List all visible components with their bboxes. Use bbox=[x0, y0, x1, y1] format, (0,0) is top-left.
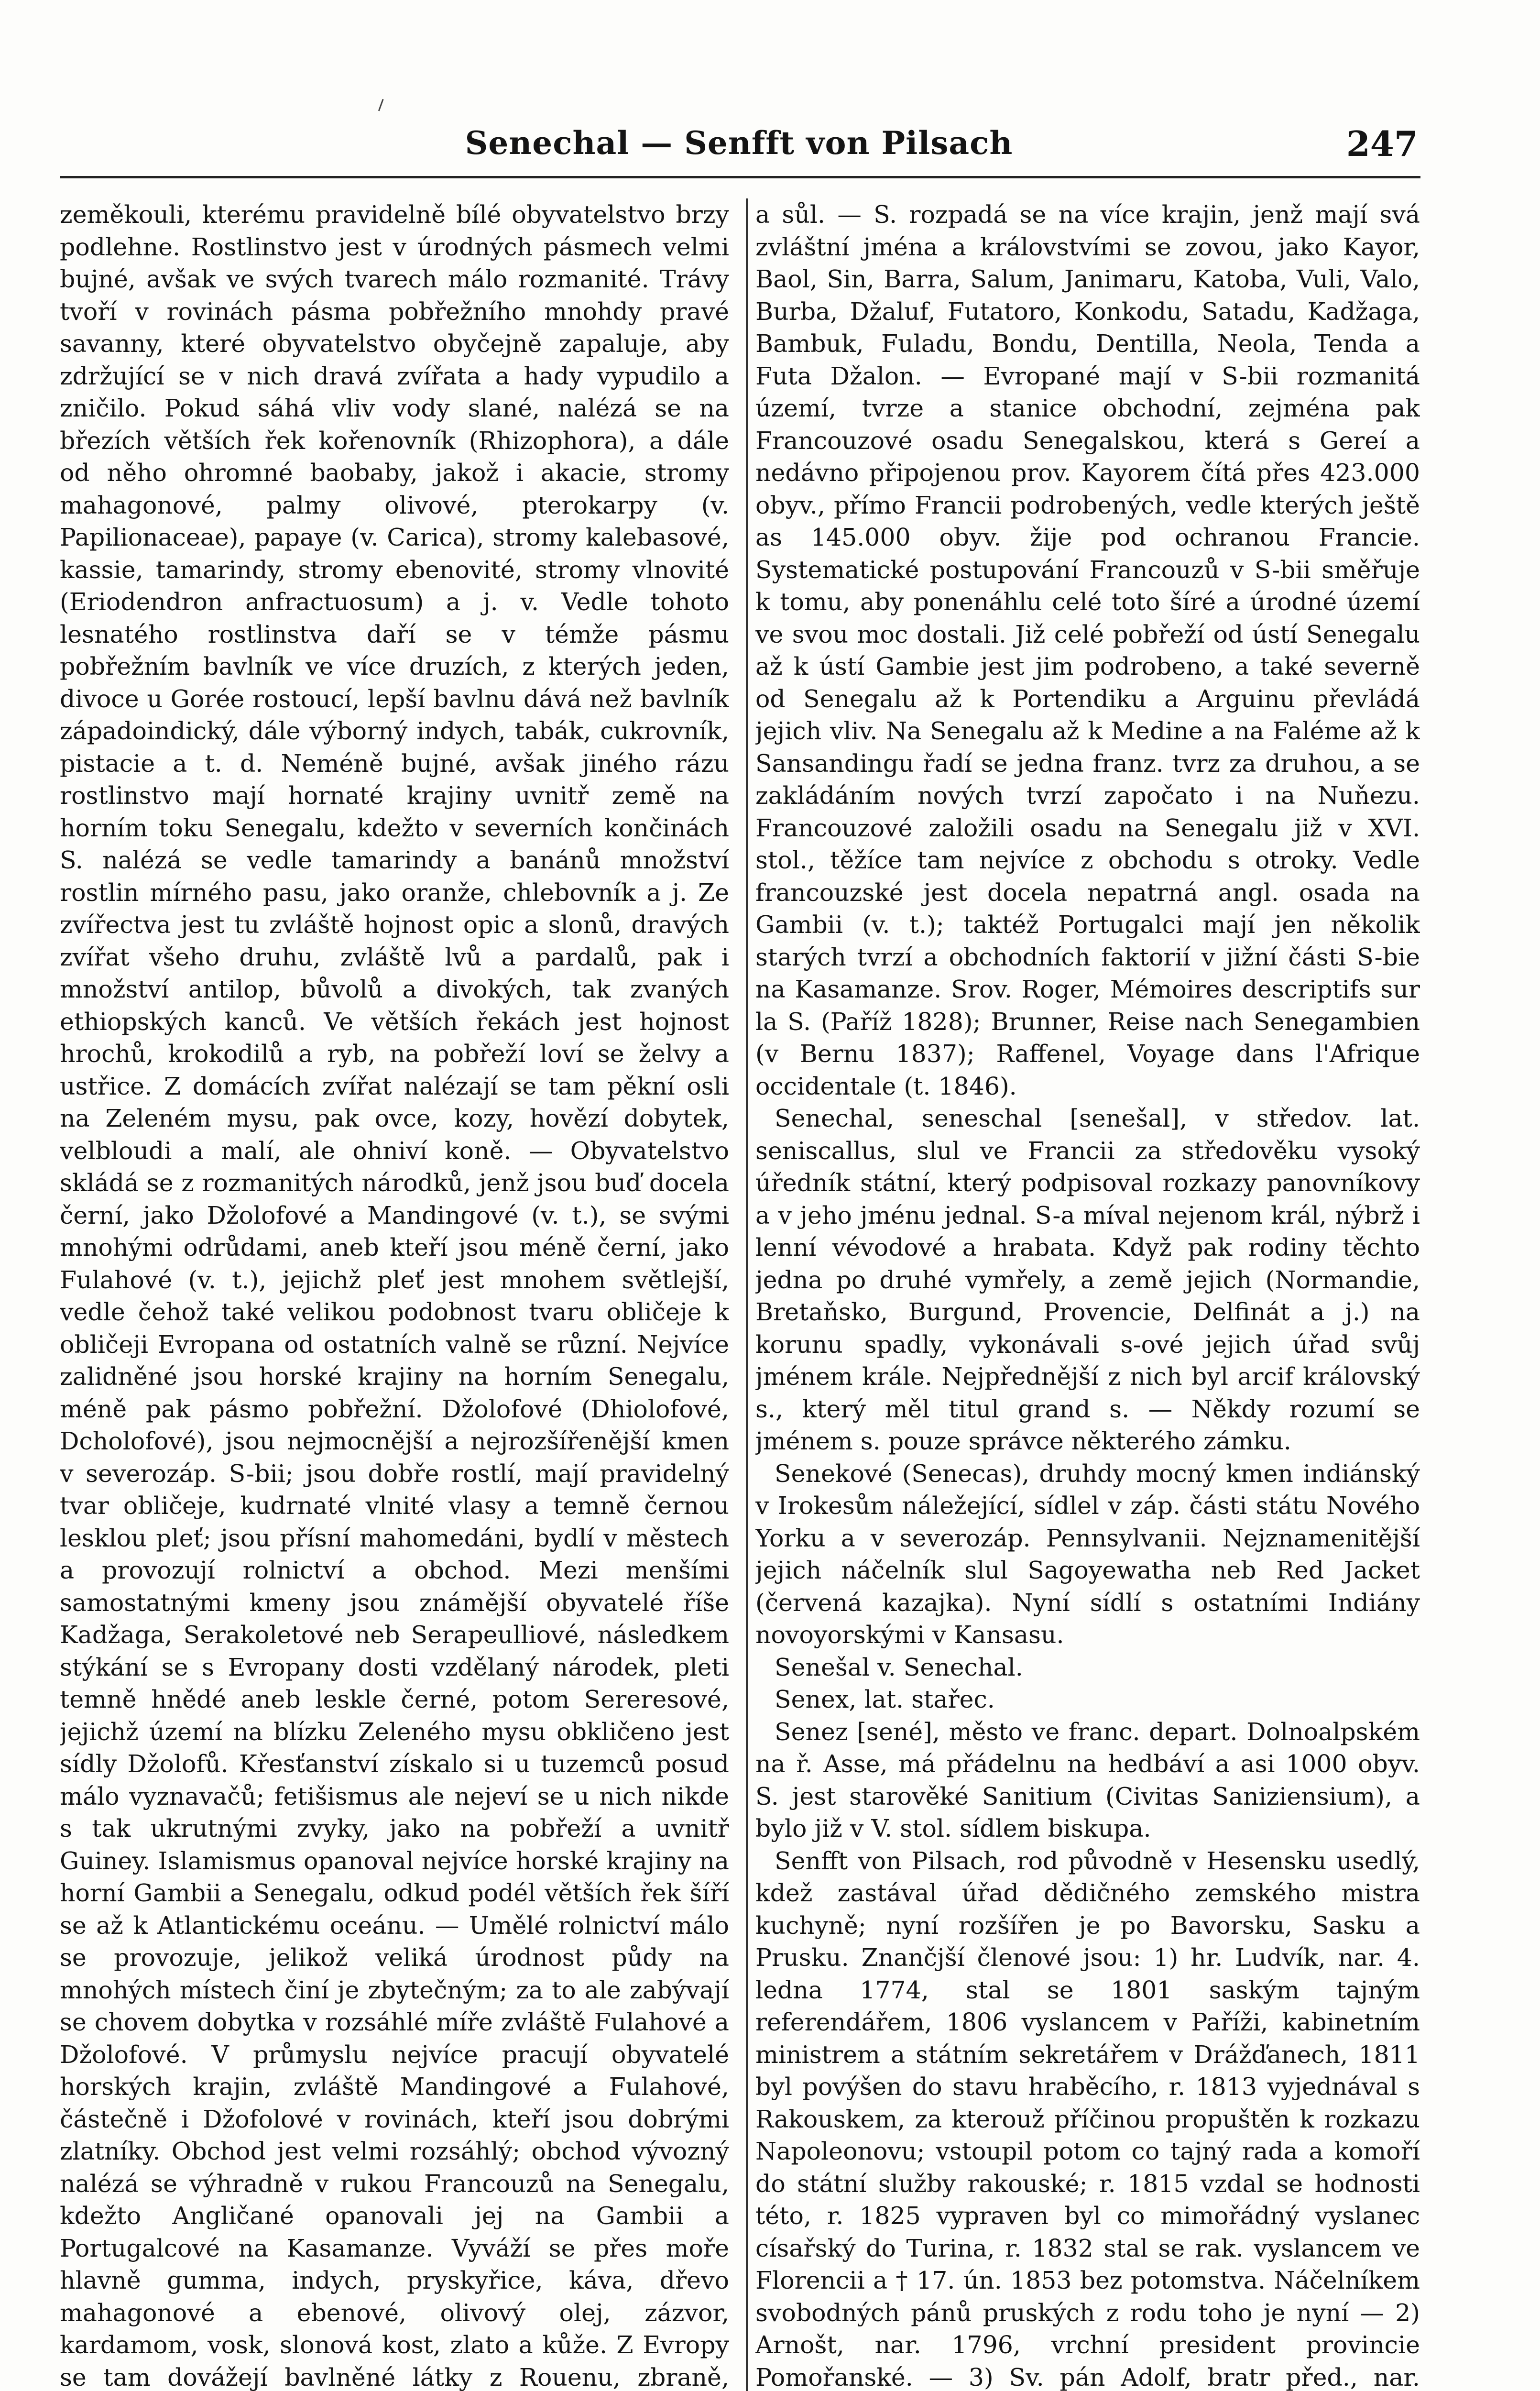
entry-senfft-von-pilsach: Senfft von Pilsach, rod původně v Hesensku usedlý, kdež zastával úřad dědičného zemského mistra kuchyně; nyní rozšířen je po Bavorsku, Sasku a Prusku. Znančjší členové jsou: 1) hr. Ludvík, nar. 4. ledna 1774, stal se 1801 saským tajným referendářem, 1806 vyslancem v Paříži, kabinetním ministrem a státním sekretářem v Drážďanech, 1811 byl povýšen do stavu hraběcího, r. 1813 vyjednával s Rakouskem, za kterouž příčinou propuštěn k rozkazu Napoleonovu; vstoupil potom co tajný rada a komoří do státní služby rakouské; r. 1815 vzdal se hodnosti této, r. 1825 vypraven byl co mimořádný vyslanec císařský do Turina, r. 1832 stal se rak. vyslancem ve Florencii a † 17. ún. 1853 bez potomstva. Náčelníkem svobodných pánů pruských z rodu toho je nyní — 2) Arnošt, nar. 1796, vrchní president provincie Pomořanské. — 3) Sv. pán Adolf, bratr před., nar. bbox=[755, 1846, 1420, 2391]
page-number: 247 bbox=[1346, 123, 1418, 164]
column-divider bbox=[746, 198, 748, 2391]
header-rule bbox=[60, 176, 1420, 178]
entry-senechal: Senechal, seneschal [senešal], v středov. lat. seniscallus, slul ve Francii za středověku vysoký úředník státní, který podpisoval rozkazy panovníkovy a v jeho jménu jednal. S-a míval nejenom král, nýbrž i lenní vévodové a hrabata. Když pak rodiny těchto jedna po druhé vymřely, a země jejich (Normandie, Bretaňsko, Burgund, Provencie, Delfinát a j.) na korunu spadly, vykonávali s-ové jejich úřad svůj jménem krále. Nejpřednější z nich byl arcif královský s., který měl titul grand s. — Někdy rozumí se jménem s. pouze správce některého zámku. bbox=[755, 1104, 1420, 1455]
running-header bbox=[60, 115, 1418, 167]
right-column-continuation: a sůl. — S. rozpadá se na více krajin, jenž mají svá zvláštní jména a královstvími se zovou, jako Kayor, Baol, Sin, Barra, Salum, Janimaru, Katoba, Vuli, Valo, Burba, Džaluf, Futatoro, Konkodu, Satadu, Kadžaga, Bambuk, Fuladu, Bondu, Dentilla, Neola, Tenda a Futa Džalon. — Evropané mají v S-bii rozmanitá území, tvrze a stanice obchodní, zejména pak Francouzové osadu Senegalskou, která s Gereí a nedávno připojenou prov. Kayorem čítá přes 423.000 obyv., přímo Francii podrobených, vedle kterých ještě as 145.000 obyv. žije pod ochranou Francie. Systematické postupování Francouzů v S-bii směřuje k tomu, aby ponenáhlu celé toto šíré a úrodné území ve svou moc dostali. Již celé pobřeží od ústí Senegalu až k ústí Gambie jest jim podrobeno, a také severně od Senegalu až k Portendiku a Arguinu převládá jejich vliv. Na Senegalu až k Medine a na Faléme až k Sansandingu řadí se jedna franz. tvrz za druhou, a se zakládáním nových tvrzí započato i na Nuňezu. Francouzové založili osadu na Senegalu již v XVI. stol., těžíce tam nejvíce z obchodu s otroky. Vedle francouzské jest docela nepatrná angl. osada na Gambii (v. t.); taktéž Portugalci mají jen několik starých tvrzí a obchodních faktorií v jižní části S-bie na Kasamanze. Srov. Roger, Mémoires descriptifs sur la S. (Paříž 1828); Brunner, Reise nach Senegambien (v Bernu 1837); Raffenel, Voyage dans l'Afrique occidentale (t. 1846). bbox=[755, 200, 1420, 1100]
entry-senekove: Senekové (Senecas), druhdy mocný kmen indiánský v Irokesům náležející, sídlel v záp. části státu Nového Yorku a v severozáp. Pennsylvanii. Nejznamenitější jejich náčelník slul Sagoyewatha neb Red Jacket (červená kazajka). Nyní sídlí s ostatními Indiány novoyorskými v Kansasu. bbox=[755, 1459, 1420, 1649]
left-column-text: zeměkouli, kterému pravidelně bílé obyvatelstvo brzy podlehne. Rostlinstvo jest v úrodných pásmech velmi bujné, avšak ve svých tvarech málo rozmanité. Trávy tvoří v rovinách pásma pobřežního mnohdy pravé savanny, které obyvatelstvo obyčejně zapaluje, aby zdržující se v nich dravá zvířata a hady vypudilo a zničilo. Pokud sáhá vliv vody slané, nalézá se na březích větších řek kořenovník (Rhizophora), a dále od něho ohromné baobaby, jakož i akacie, stromy mahagonové, palmy olivové, pterokarpy (v. Papilionaceae), papaye (v. Carica), stromy kalebasové, kassie, tamarindy, stromy ebenovité, stromy vlnovité (Eriodendron anfractuosum) a j. v. Vedle tohoto lesnatého rostlinstva daří se v témže pásmu pobřežním bavlník ve více druzích, z kterých jeden, divoce u Gorée rostoucí, lepší bavlnu dává než bavlník západoindický, dále výborný indych, tabák, cukrovník, pistacie a t. d. Neméně bujné, avšak jiného rázu rostlinstvo mají hornaté krajiny uvnitř země na horním toku Senegalu, kdežto v severních končinách S. nalézá se vedle tamarindy a banánů množství rostlin mírného pasu, jako oranže, chlebovník a j. Ze zvířectva jest tu zvláště hojnost opic a slonů, dravých zvířat všeho druhu, zvláště lvů a pardalů, pak i množství antilop, bůvolů a divokých, tak zvaných ethiopských kanců. Ve větších řekách jest hojnost hrochů, krokodilů a ryb, na pobřeží loví se želvy a ustřice. Z domácích zvířat nalézají se tam pěkní osli na Zeleném mysu, pak ovce, kozy, hovězí dobytek, velbloudi a malí, ale ohniví koně. — Obyvatelstvo skládá se z rozmanitých národků, jenž jsou buď docela černí, jako Džolofové a Mandingové (v. t.), se svými mnohými odrůdami, aneb kteří jsou méně černí, jako Fulahové (v. t.), jejichž pleť jest mnohem světlejší, vedle čehož také velikou podobnost tvaru obličeje k obličeji Evropana od ostatních valně se různí. Nejvíce zalidněné jsou horské krajiny na horním Senegalu, méně pak pásmo pobřežní. Džolofové (Dhiolofové, Dcholofové), jsou nejmocnější a nejrozšířenější kmen v severozáp. S-bii; jsou dobře rostlí, mají pravidelný tvar obličeje, kudrnaté vlnité vlasy a temně černou lesklou pleť; jsou přísní mahomedáni, bydlí v městech a provozují rolnictví a obchod. Mezi menšími samostatnými kmeny jsou známější obyvatelé říše Kadžaga, Serakoletové neb Serapeulliové, následkem stýkání se s Evropany dosti vzdělaný národek, pleti temně hnědé aneb leskle černé, potom Sereresové, jejichž území na blízku Zeleného mysu obkličeno jest sídly Džolofů. Křesťanství získalo si u tuzemců posud málo vyznavačů; fetišismus ale nejeví se u nich nikde s tak ukrutnými zvyky, jako na pobřeží a uvnitř Guiney. Islamismus opanoval nejvíce horské krajiny na horní Gambii a Senegalu, odkud podél větších řek šíří se až k Atlantickému oceánu. — Umělé rolnictví málo se provozuje, jelikož veliká úrodnost půdy na mnohých místech činí je zbytečným; za to ale zabývají se chovem dobytka v rozsáhlé míře zvláště Fulahové a Džolofové. V průmyslu nejvíce pracují obyvatelé horských krajin, zvláště Mandingové a Fulahové, částečně i Džofolové v rovinách, kteří jsou dobrými zlatníky. Obchod jest velmi rozsáhlý; obchod vývozný nalézá se výhradně v rukou Francouzů na Senegalu, kdežto Angličané opanovali jej na Gambii a Portugalcové na Kasamanze. Vyváží se přes moře hlavně gumma, indych, pryskyřice, káva, dřevo mahagonové a ebenové, olivový olej, zázvor, kardamom, vosk, slonová kost, zlato a kůže. Z Evropy se tam dovážejí bavlněné látky z Rouenu, zbraně, bbox=[60, 200, 729, 2391]
entry-senesal: Senešal v. Senechal. bbox=[775, 1653, 1023, 1681]
right-column bbox=[755, 198, 1420, 2391]
left-column bbox=[60, 198, 729, 2391]
entry-senex: Senex, lat. stařec. bbox=[775, 1685, 995, 1713]
entry-senez: Senez [sené], město ve franc. depart. Dolnoalpském na ř. Asse, má přádelnu na hedbáví a asi 1000 obyv. S. jest starověké Sanitium (Civitas Saniziensium), a bylo již v V. stol. sídlem biskupa. bbox=[755, 1717, 1420, 1843]
header-title: Senechal — Senfft von Pilsach bbox=[465, 124, 1013, 162]
stray-mark bbox=[378, 99, 387, 112]
